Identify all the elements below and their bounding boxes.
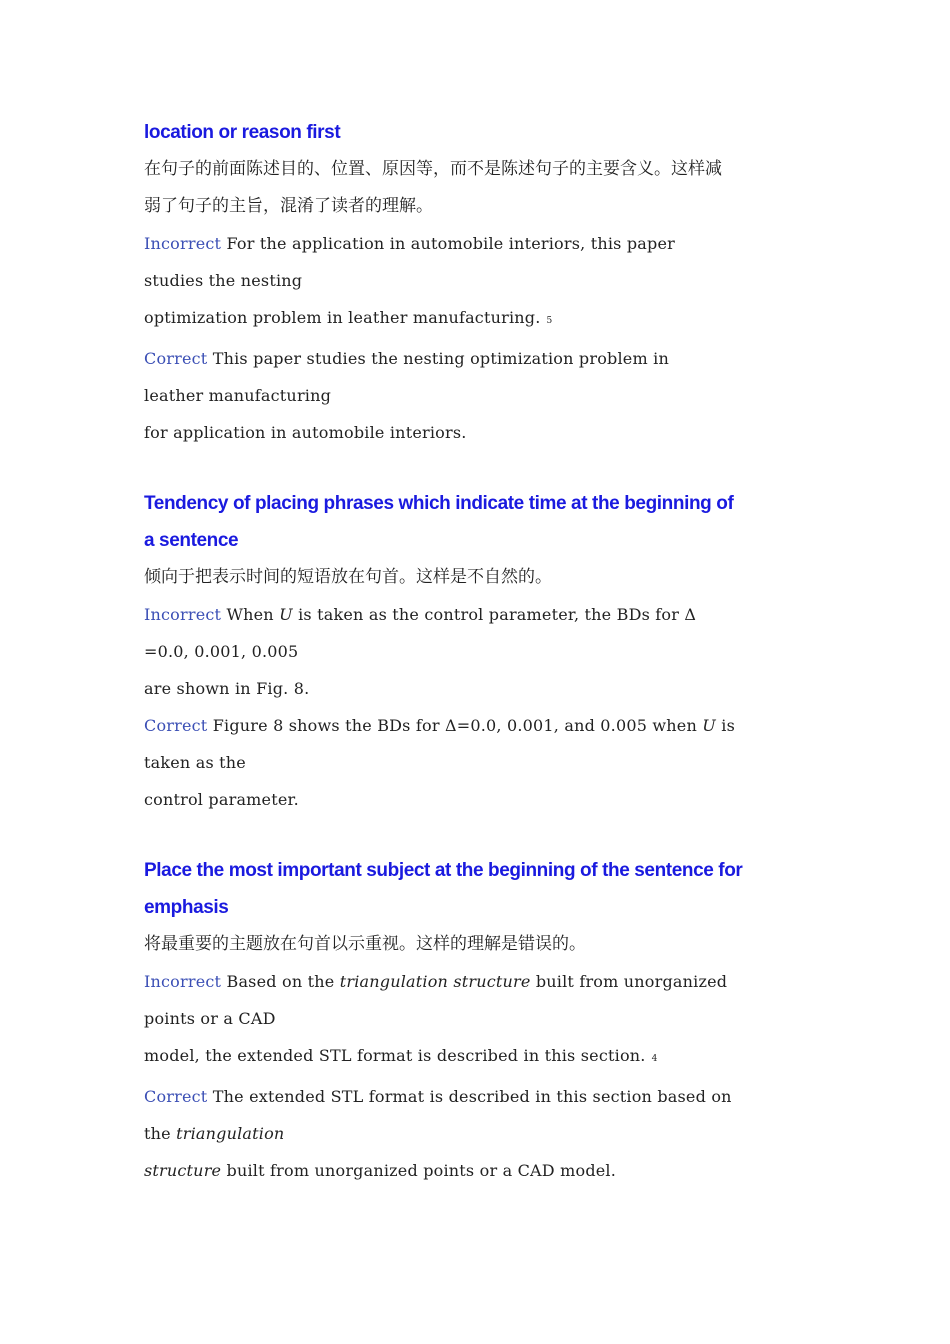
incorrect-example-line xyxy=(144,1037,824,1078)
example-text: for application in automobile interiors. xyxy=(144,423,467,442)
variable-symbol: U xyxy=(279,605,293,624)
section-spacer xyxy=(144,451,824,485)
correct-example-line xyxy=(144,707,824,744)
section-time-phrases xyxy=(144,485,824,818)
example-text: This paper studies the nesting optimization problem in xyxy=(212,349,669,368)
section-important-subject xyxy=(144,852,824,1189)
chinese-explanation-line: 将最重要的主题放在句首以示重视。这样的理解是错误的。 xyxy=(144,934,586,954)
italic-term: structure xyxy=(144,1161,222,1180)
example-text: Figure 8 shows the BDs for Δ=0.0, 0.001, and 0.005 when xyxy=(212,716,697,735)
correct-example-line xyxy=(144,1078,824,1115)
incorrect-label: Incorrect xyxy=(144,972,222,991)
section-heading: location or reason first xyxy=(144,122,341,143)
incorrect-example-line xyxy=(144,963,824,1000)
incorrect-example-line xyxy=(144,225,824,262)
reference-number: 4 xyxy=(651,1054,658,1064)
reference-number: 5 xyxy=(546,316,553,326)
example-text: For the application in automobile interiors, this paper xyxy=(226,234,675,253)
example-text: model, the extended STL format is described in this section. xyxy=(144,1046,646,1065)
example-text: optimization problem in leather manufacturing. xyxy=(144,308,541,327)
correct-example-line xyxy=(144,1152,824,1189)
incorrect-example-line xyxy=(144,596,824,633)
section-heading: emphasis xyxy=(144,897,229,918)
section-spacer xyxy=(144,818,824,852)
document-page xyxy=(144,114,824,1189)
example-text: When xyxy=(226,605,274,624)
correct-label: Correct xyxy=(144,716,208,735)
example-text: is taken as the control parameter, the BDs for Δ xyxy=(298,605,697,624)
example-text: leather manufacturing xyxy=(144,386,332,405)
chinese-explanation-line: 在句子的前面陈述目的、位置、原因等，而不是陈述句子的主要含义。这样减 xyxy=(144,159,722,179)
example-text: =0.0, 0.001, 0.005 xyxy=(144,642,299,661)
section-heading: Place the most important subject at the beginning of the sentence for xyxy=(144,860,743,881)
section-heading: a sentence xyxy=(144,530,239,551)
italic-term: triangulation structure xyxy=(339,972,531,991)
example-text: the xyxy=(144,1124,171,1143)
example-text: points or a CAD xyxy=(144,1009,276,1028)
section-heading: Tendency of placing phrases which indicate time at the beginning of xyxy=(144,493,734,514)
section-location-reason xyxy=(144,114,824,451)
correct-label: Correct xyxy=(144,349,208,368)
correct-example-line xyxy=(144,340,824,377)
variable-symbol: U xyxy=(702,716,716,735)
example-text: is xyxy=(721,716,735,735)
correct-label: Correct xyxy=(144,1087,208,1106)
correct-example-line xyxy=(144,1115,824,1152)
example-text: built from unorganized xyxy=(535,972,728,991)
example-text: studies the nesting xyxy=(144,271,303,290)
italic-term: triangulation xyxy=(176,1124,285,1143)
example-text: are shown in Fig. 8. xyxy=(144,679,310,698)
example-text: taken as the xyxy=(144,753,246,772)
example-text: The extended STL format is described in this section based on xyxy=(212,1087,732,1106)
chinese-explanation-line: 弱了句子的主旨，混淆了读者的理解。 xyxy=(144,196,433,216)
example-text: built from unorganized points or a CAD model. xyxy=(226,1161,617,1180)
chinese-explanation-line: 倾向于把表示时间的短语放在句首。这样是不自然的。 xyxy=(144,567,552,587)
example-text: control parameter. xyxy=(144,790,299,809)
incorrect-label: Incorrect xyxy=(144,605,222,624)
incorrect-label: Incorrect xyxy=(144,234,222,253)
incorrect-example-line xyxy=(144,299,824,340)
example-text: Based on the xyxy=(226,972,335,991)
